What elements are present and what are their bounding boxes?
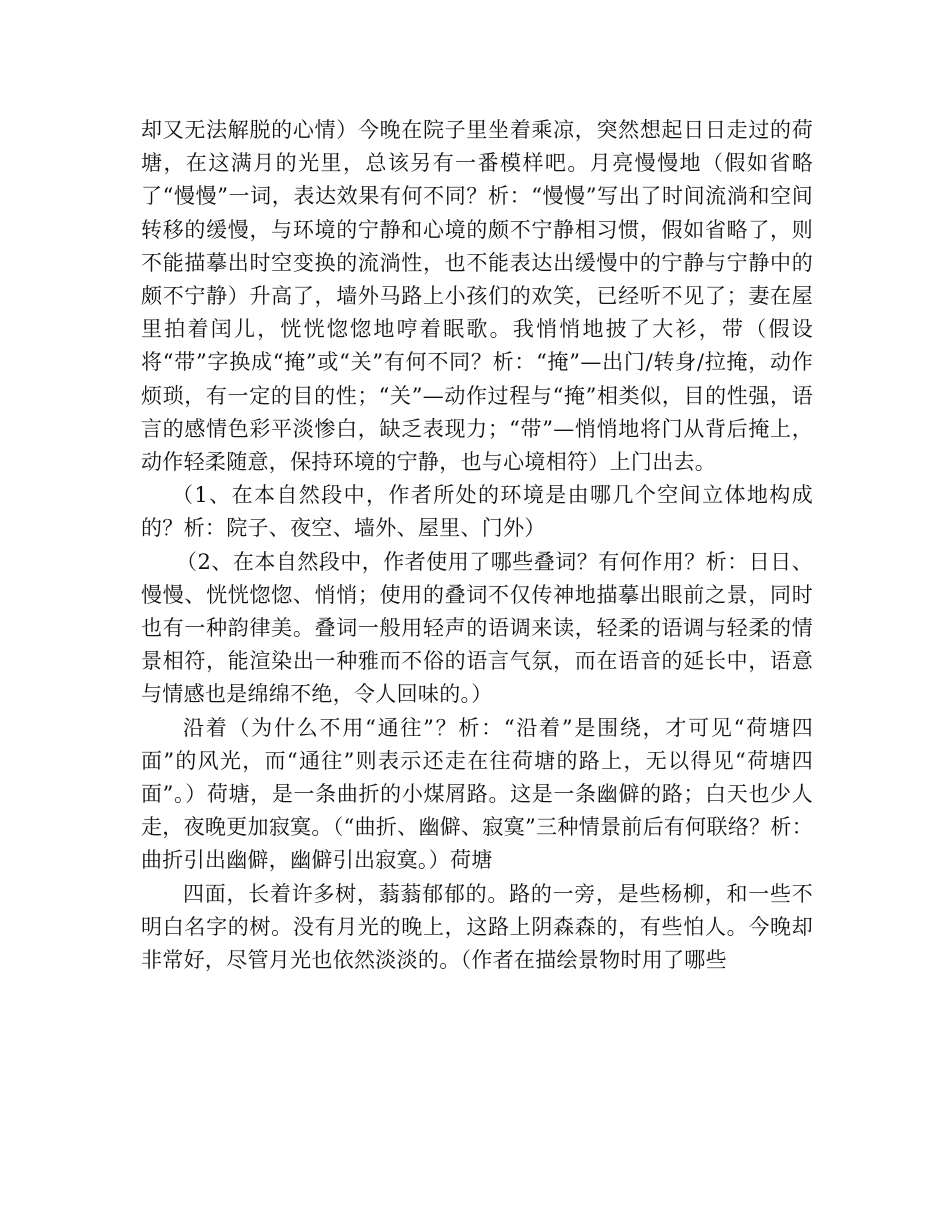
- paragraph-along-pond: 沿着（为什么不用“通往”？析：“沿着”是围绕，才可见“荷塘四面”的风光，而“通往”则表示还走在往荷塘的路上，无以得见“荷塘四面”。）荷塘，是一条曲折的小煤屑路。这是一条幽僻的路；白天也少人走，夜晚更加寂寞。（“曲折、幽僻、寂寞”三种情景前后有何联络？析：曲折引出幽僻，幽僻引出寂寞。）荷塘: [141, 715, 813, 873]
- paragraph-continuation: 却又无法解脱的心情）今晚在院子里坐着乘凉，突然想起日日走过的荷塘，在这满月的光里，总该另有一番模样吧。月亮慢慢地（假如省略了“慢慢”一词，表达效果有何不同？析：“慢慢”写出了时间流淌和空间转移的缓慢，与环境的宁静和心境的颇不宁静相习惯，假如省略了，则不能描摹出时空变换的流淌性，也不能表达出缓慢中的宁静与宁静中的颇不宁静）升高了，墙外马路上小孩们的欢笑，已经听不见了；妻在屋里拍着闰儿，恍恍惚惚地哼着眠歌。我悄悄地披了大衫，带（假设将“带”字换成“掩”或“关”有何不同？析：“掩”—出门/转身/拉掩，动作烦琐，有一定的目的性；“关”—动作过程与“掩”相类似，目的性强，语言的感情色彩平淡惨白，缺乏表现力；“带”—悄悄地将门从背后掩上，动作轻柔随意，保持环境的宁静，也与心境相符）上门出去。: [141, 118, 813, 475]
- paragraph-question-2: （2、在本自然段中，作者使用了哪些叠词？有何作用？析：日日、慢慢、恍恍惚惚、悄悄；使用的叠词不仅传神地描摹出眼前之景，同时也有一种韵律美。叠词一般用轻声的语调来读，轻柔的语调与轻柔的情景相符，能渲染出一种雅而不俗的语言气氛，而在语音的延长中，语意与情感也是绵绵不绝，令人回味的。）: [141, 549, 813, 707]
- paragraph-question-1: （1、在本自然段中，作者所处的环境是由哪几个空间立体地构成的？析：院子、夜空、墙外、屋里、门外）: [141, 483, 813, 541]
- paragraph-trees: 四面，长着许多树，蓊蓊郁郁的。路的一旁，是些杨柳，和一些不明白名字的树。没有月光的晚上，这路上阴森森的，有些怕人。今晚却非常好，尽管月光也依然淡淡的。（作者在描绘景物时用了哪些: [141, 881, 813, 973]
- document-body: [141, 114, 813, 977]
